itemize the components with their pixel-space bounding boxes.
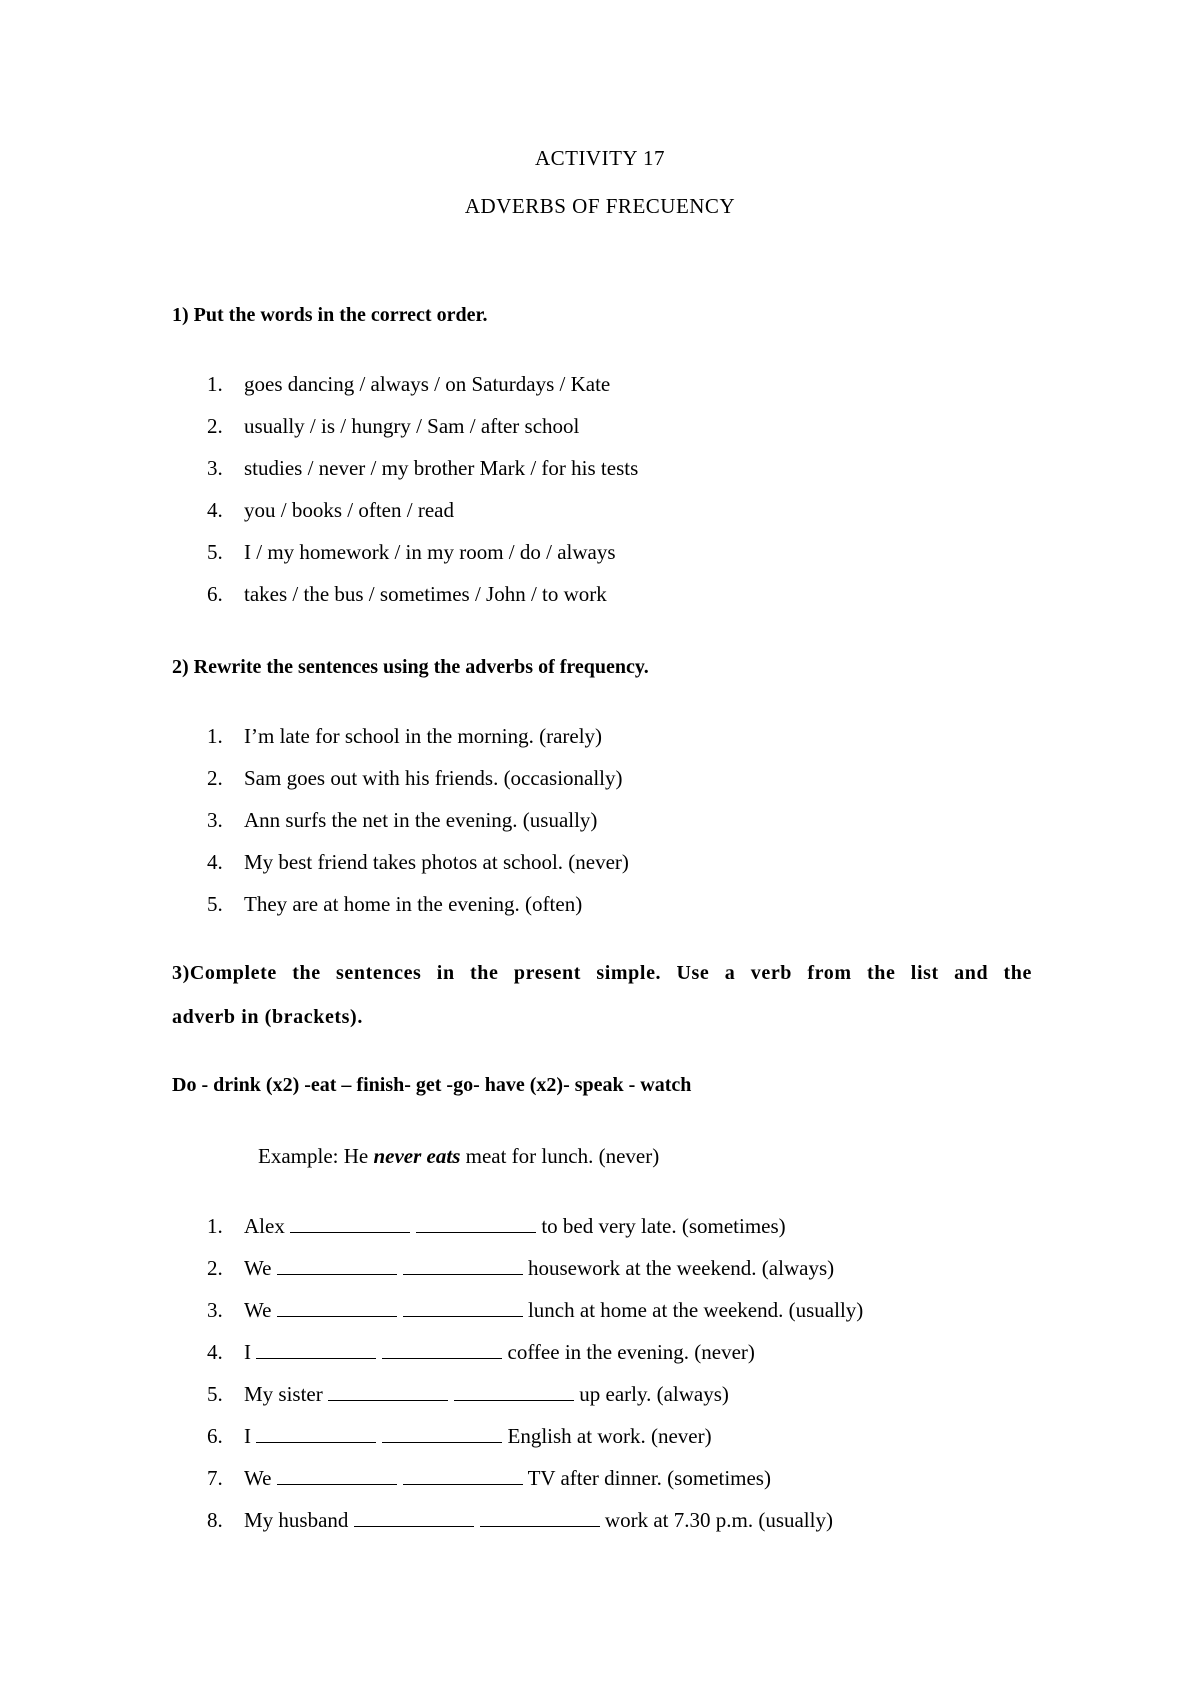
item-number: 5.	[207, 1382, 223, 1406]
item-text: usually / is / hungry / Sam / after school	[244, 414, 580, 438]
item-rest: to bed very late. (sometimes)	[541, 1214, 786, 1238]
item-text: takes / the bus / sometimes / John / to work	[244, 582, 607, 606]
item-text	[244, 1340, 755, 1365]
item-number: 6.	[207, 582, 223, 606]
answer-blank[interactable]	[354, 1508, 474, 1527]
item-number: 4.	[207, 850, 223, 874]
answer-blank[interactable]	[480, 1508, 600, 1527]
item-number: 2.	[207, 766, 223, 790]
answer-blank[interactable]	[416, 1214, 536, 1233]
section1-heading: 1) Put the words in the correct order.	[172, 304, 488, 326]
item-number: 4.	[207, 1340, 223, 1364]
item-subject: We	[244, 1298, 272, 1322]
item-number: 2.	[207, 414, 223, 438]
item-text	[244, 1214, 786, 1239]
answer-blank[interactable]	[382, 1424, 502, 1443]
item-text	[244, 1466, 771, 1491]
answer-blank[interactable]	[256, 1340, 376, 1359]
item-text: I / my homework / in my room / do / always	[244, 540, 616, 564]
answer-blank[interactable]	[382, 1340, 502, 1359]
item-text: Sam goes out with his friends. (occasionally)	[244, 766, 623, 790]
item-subject: My husband	[244, 1508, 349, 1532]
item-rest: TV after dinner. (sometimes)	[527, 1466, 771, 1490]
item-rest: housework at the weekend. (always)	[527, 1256, 835, 1280]
item-number: 6.	[207, 1424, 223, 1448]
example-prefix: Example: He	[258, 1144, 369, 1168]
item-number: 4.	[207, 498, 223, 522]
page-subtitle: ADVERBS OF FRECUENCY	[464, 194, 736, 218]
section3-heading-cont: adverb in (brackets).	[172, 1006, 363, 1028]
item-text	[244, 1256, 834, 1281]
item-number: 1.	[207, 372, 223, 396]
item-text	[244, 1508, 833, 1533]
item-rest: coffee in the evening. (never)	[507, 1340, 755, 1364]
item-number: 3.	[207, 808, 223, 832]
answer-blank[interactable]	[454, 1382, 574, 1401]
item-text: I’m late for school in the morning. (rarely)	[244, 724, 603, 748]
item-text: They are at home in the evening. (often)	[244, 892, 583, 916]
example-sentence	[258, 1144, 659, 1169]
item-rest: lunch at home at the weekend. (usually)	[527, 1298, 864, 1322]
example-suffix: meat for lunch. (never)	[465, 1144, 660, 1168]
example-answer: never eats	[373, 1144, 461, 1168]
item-number: 5.	[207, 892, 223, 916]
activity-title: ACTIVITY 17	[534, 146, 666, 170]
answer-blank[interactable]	[277, 1466, 397, 1485]
answer-blank[interactable]	[277, 1256, 397, 1275]
item-text	[244, 1298, 863, 1323]
item-number: 3.	[207, 456, 223, 480]
section3-heading: 3)Complete the sentences in the present simple. Use a verb from the list and the	[172, 962, 1032, 984]
item-text: My best friend takes photos at school. (never)	[244, 850, 629, 874]
item-number: 8.	[207, 1508, 223, 1532]
item-text	[244, 1382, 729, 1407]
item-number: 2.	[207, 1256, 223, 1280]
item-rest: English at work. (never)	[507, 1424, 712, 1448]
section2-heading: 2) Rewrite the sentences using the adverbs of frequency.	[172, 656, 649, 678]
item-number: 5.	[207, 540, 223, 564]
item-subject: I	[244, 1424, 251, 1448]
item-subject: Alex	[244, 1214, 285, 1238]
answer-blank[interactable]	[403, 1466, 523, 1485]
item-number: 7.	[207, 1466, 223, 1490]
answer-blank[interactable]	[256, 1424, 376, 1443]
item-rest: up early. (always)	[579, 1382, 729, 1406]
item-text	[244, 1424, 712, 1449]
item-text: goes dancing / always / on Saturdays / Kate	[244, 372, 611, 396]
answer-blank[interactable]	[403, 1298, 523, 1317]
item-rest: work at 7.30 p.m. (usually)	[604, 1508, 833, 1532]
item-text: Ann surfs the net in the evening. (usually)	[244, 808, 598, 832]
item-number: 1.	[207, 1214, 223, 1238]
answer-blank[interactable]	[290, 1214, 410, 1233]
item-subject: My sister	[244, 1382, 323, 1406]
item-number: 3.	[207, 1298, 223, 1322]
item-subject: We	[244, 1466, 272, 1490]
item-text: studies / never / my brother Mark / for his tests	[244, 456, 639, 480]
answer-blank[interactable]	[403, 1256, 523, 1275]
answer-blank[interactable]	[277, 1298, 397, 1317]
item-text: you / books / often / read	[244, 498, 454, 522]
verb-list: Do - drink (x2) -eat – finish- get -go- have (x2)- speak - watch	[172, 1074, 692, 1096]
answer-blank[interactable]	[328, 1382, 448, 1401]
item-subject: I	[244, 1340, 251, 1364]
item-number: 1.	[207, 724, 223, 748]
item-subject: We	[244, 1256, 272, 1280]
